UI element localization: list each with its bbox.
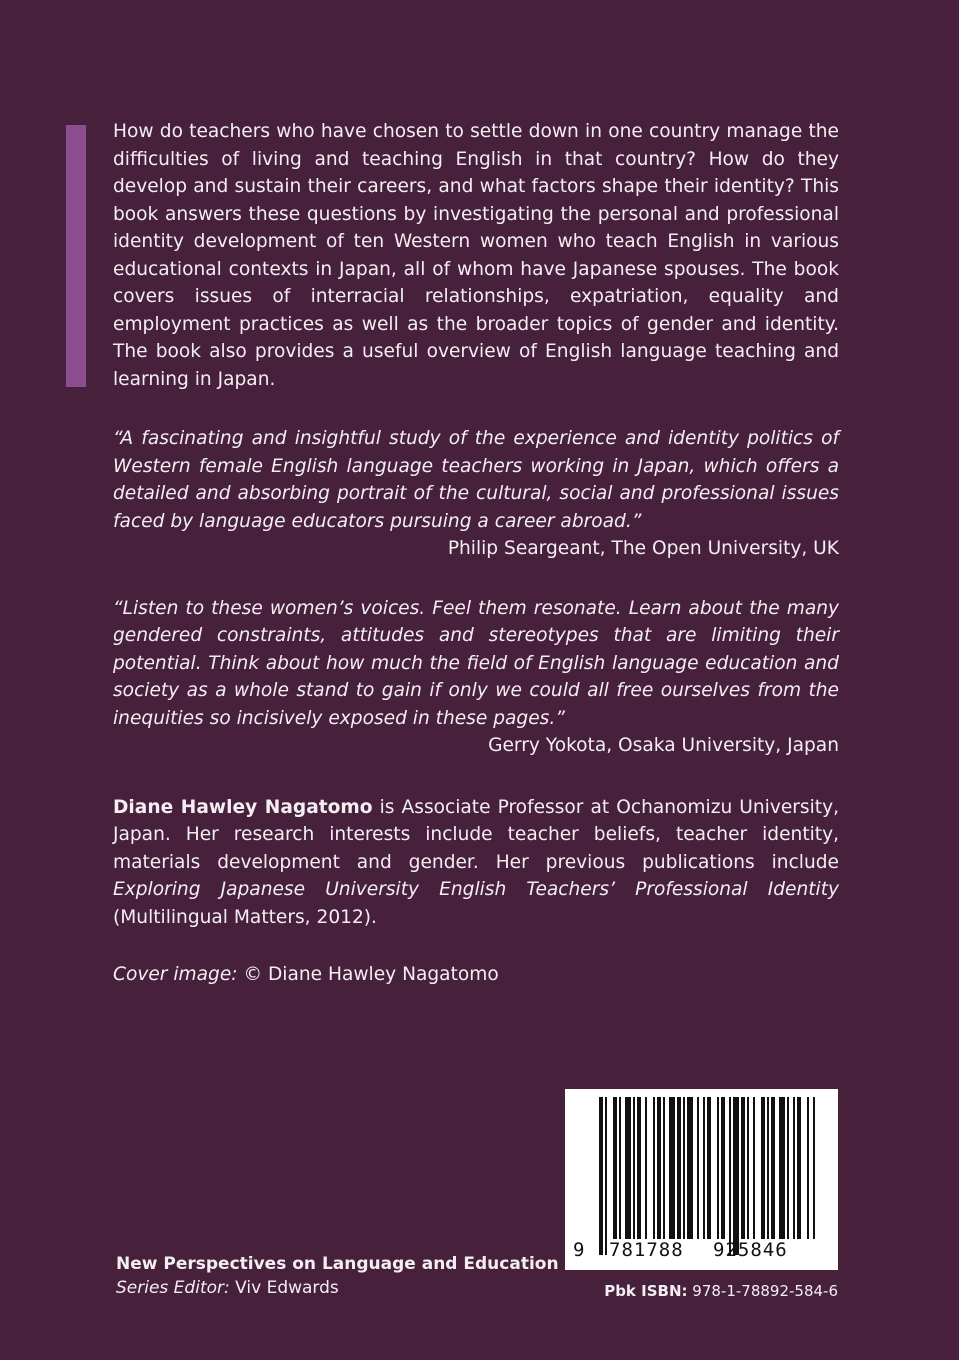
author-bio-text: is Associate Professor at Ochanomizu University, Japan. Her research interests include teacher beliefs, teacher identity, materials development and gender. Her previous publications include bbox=[113, 796, 839, 873]
barcode-bar bbox=[663, 1097, 665, 1239]
barcode-bar bbox=[771, 1097, 775, 1239]
barcode-bar bbox=[625, 1097, 631, 1239]
author-bio bbox=[113, 794, 839, 932]
barcode-bar bbox=[779, 1097, 785, 1239]
endorsement-quote: “A fascinating and insightful study of the experience and identity politics of Western female English language teachers working in Japan, which offers a detailed and absorbing portrait of the cultural, social and professional issues faced by language educators pursuing a career abroad.” bbox=[113, 428, 839, 532]
barcode-digits-left: 781788 bbox=[609, 1239, 684, 1261]
author-name: Diane Hawley Nagatomo bbox=[113, 796, 373, 818]
barcode-bar bbox=[797, 1097, 801, 1239]
series-editor-label: Series Editor: bbox=[116, 1278, 230, 1298]
barcode-bar bbox=[669, 1097, 675, 1239]
barcode-bar bbox=[813, 1097, 815, 1239]
barcode-bar bbox=[753, 1097, 755, 1239]
isbn-label: Pbk ISBN: bbox=[604, 1282, 688, 1300]
barcode bbox=[565, 1089, 838, 1270]
barcode-bar bbox=[687, 1097, 693, 1239]
barcode-bar bbox=[741, 1097, 745, 1239]
barcode-digits bbox=[565, 1239, 838, 1267]
previous-book-title: Exploring Japanese University English Teachers’ Professional Identity bbox=[113, 879, 839, 900]
barcode-bar bbox=[717, 1097, 719, 1239]
barcode-bar bbox=[633, 1097, 635, 1239]
author-bio-text-end: (Multilingual Matters, 2012). bbox=[113, 906, 377, 928]
barcode-bar bbox=[697, 1097, 699, 1239]
barcode-bar bbox=[653, 1097, 655, 1239]
barcode-bar bbox=[657, 1097, 661, 1239]
endorsement-2 bbox=[113, 595, 839, 760]
barcode-bar bbox=[619, 1097, 621, 1239]
endorsement-1 bbox=[113, 425, 839, 563]
accent-bar bbox=[66, 125, 86, 387]
book-blurb: How do teachers who have chosen to settle down in one country manage the difficulties of living and teaching English in that country? How do they develop and sustain their careers, and what factors shape their identity? This book answers these questions by investigating the personal and professional identity development of ten Western women who teach English in various educational contexts in Japan, all of whom have Japanese spouses. The book covers issues of interracial relationships, expatriation, equality and employment practices as well as the broader topics of gender and identity. The book also provides a useful overview of English language teaching and learning in Japan. bbox=[113, 121, 839, 390]
barcode-bar bbox=[807, 1097, 809, 1239]
endorsement-attribution: Gerry Yokota, Osaka University, Japan bbox=[488, 735, 839, 756]
series-info bbox=[116, 1252, 559, 1300]
barcode-bar bbox=[677, 1097, 681, 1239]
barcode-digit-first: 9 bbox=[573, 1239, 585, 1261]
barcode-bar bbox=[683, 1097, 685, 1239]
cover-credit-label: Cover image: bbox=[113, 964, 238, 985]
barcode-bar bbox=[637, 1097, 641, 1239]
barcode-digits-right: 925846 bbox=[713, 1239, 788, 1261]
barcode-bar bbox=[793, 1097, 795, 1239]
endorsement-quote: “Listen to these women’s voices. Feel them resonate. Learn about the many gendered constraints, attitudes and stereotypes that are limiting their potential. Think about how much the field of English language education and society as a whole stand to gain if only we could all free ourselves from the inequities so incisively exposed in these pages.” bbox=[113, 597, 839, 729]
series-title: New Perspectives on Language and Education bbox=[116, 1254, 559, 1274]
barcode-bar bbox=[703, 1097, 705, 1239]
cover-credit bbox=[113, 961, 839, 989]
isbn bbox=[565, 1281, 838, 1301]
barcode-bar bbox=[645, 1097, 647, 1239]
barcode-bar bbox=[747, 1097, 749, 1239]
cover-credit-value: © Diane Hawley Nagatomo bbox=[237, 964, 499, 985]
barcode-bar bbox=[613, 1097, 617, 1239]
barcode-bar bbox=[787, 1097, 789, 1239]
barcode-bar bbox=[761, 1097, 765, 1239]
isbn-number: 978-1-78892-584-6 bbox=[687, 1282, 838, 1300]
barcode-bar bbox=[733, 1097, 739, 1255]
barcode-bar bbox=[605, 1097, 607, 1255]
barcode-bar bbox=[767, 1097, 769, 1239]
series-editor-name: Viv Edwards bbox=[229, 1278, 339, 1298]
barcode-bar bbox=[599, 1097, 603, 1255]
barcode-bar bbox=[707, 1097, 711, 1239]
barcode-bar bbox=[721, 1097, 725, 1239]
endorsement-attribution: Philip Seargeant, The Open University, UK bbox=[447, 538, 839, 559]
back-cover-text bbox=[113, 118, 839, 989]
barcode-bar bbox=[729, 1097, 731, 1255]
